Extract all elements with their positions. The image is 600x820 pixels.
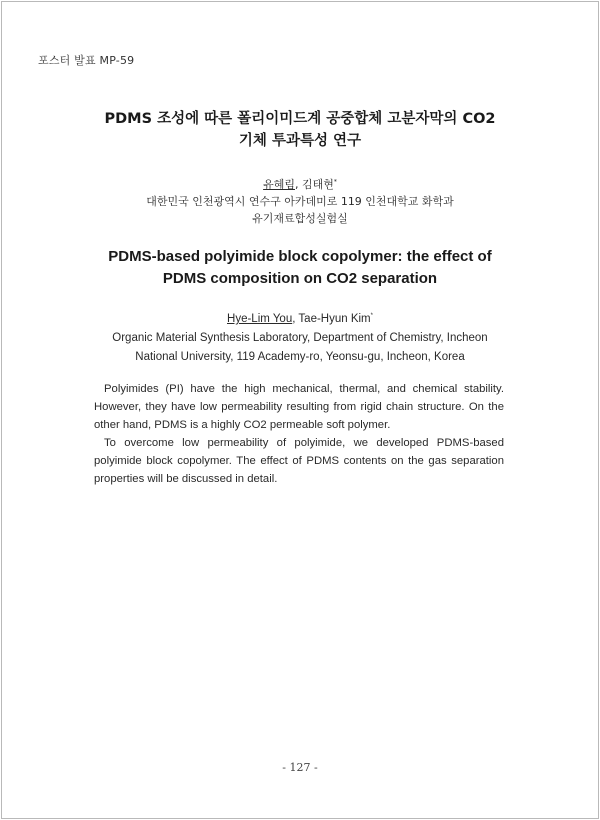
english-affiliation-line1: Organic Material Synthesis Laboratory, Department of Chemistry, Incheon (112, 332, 488, 344)
corresponding-mark: * (370, 313, 373, 320)
korean-affiliation-line1: 대한민국 인천광역시 연수구 아카데미로 119 인천대학교 화학과 (146, 195, 454, 208)
korean-author-names (0, 176, 600, 193)
korean-title-line2: 기체 투과특성 연구 (238, 133, 362, 149)
poster-label: 포스터 발표 MP-59 (38, 54, 135, 67)
page-number: - 127 - (282, 761, 318, 774)
korean-title (0, 108, 600, 152)
english-authors-block (0, 310, 600, 367)
abstract (94, 380, 504, 488)
english-author-corresponding: Tae-Hyun Kim (298, 313, 371, 325)
english-author-names (0, 310, 600, 329)
korean-authors-block (0, 176, 600, 227)
korean-affiliation-line2: 유기재료합성실험실 (252, 212, 348, 225)
corresponding-mark: * (333, 178, 337, 186)
english-affiliation-line2: National University, 119 Academy-ro, Yeonsu-gu, Incheon, Korea (135, 351, 465, 363)
english-title-line2: PDMS composition on CO2 separation (162, 270, 438, 287)
korean-author-presenter: 유혜림 (263, 178, 295, 191)
korean-author-corresponding: 김태현 (302, 178, 334, 191)
english-title-line1: PDMS-based polyimide block copolymer: the effect of (108, 248, 492, 265)
author-separator: , (292, 313, 299, 325)
english-title (0, 246, 600, 290)
english-author-presenter: Hye-Lim You (227, 313, 293, 325)
korean-title-line1: PDMS 조성에 따른 폴리이미드계 공중합체 고분자막의 CO2 (104, 111, 496, 127)
author-separator: , (295, 178, 302, 191)
abstract-paragraph-2: To overcome low permeability of polyimide, we developed PDMS-based polyimide block copolymer. The effect of PDMS contents on the gas separation properties will be discussed in detail. (94, 437, 504, 485)
abstract-paragraph-1: Polyimides (PI) have the high mechanical, thermal, and chemical stability. However, they have low permeability resulting from rigid chain structure. On the other hand, PDMS is a highly CO2 permeable soft polymer. (94, 383, 504, 431)
